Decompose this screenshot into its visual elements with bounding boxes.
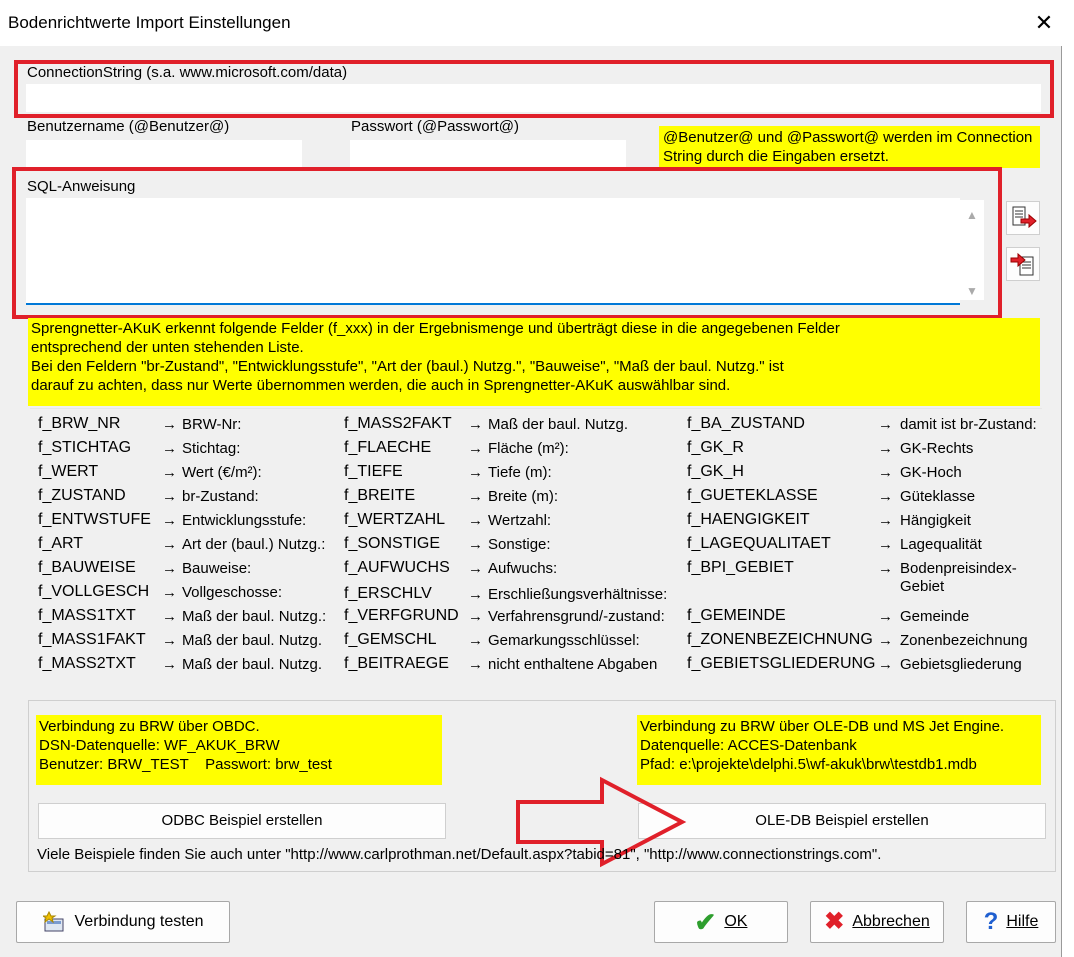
field-target: Gemeinde <box>900 608 970 625</box>
field-code: f_VERFGRUND <box>344 607 459 624</box>
field-target: Breite (m): <box>488 488 559 505</box>
arrow-right-icon: → <box>162 416 177 433</box>
oledb-example-button[interactable]: OLE-DB Beispiel erstellen <box>638 803 1046 839</box>
info-line: Sprengnetter-AKuK erkennt folgende Felder (f_xxx) in der Ergebnismenge und überträgt diese in die angegebenen Felder <box>31 320 840 337</box>
highlight-frame-sql <box>12 167 1002 319</box>
field-target: Aufwuchs: <box>488 560 558 577</box>
field-target: Vollgeschosse: <box>182 584 283 601</box>
field-info-box <box>28 318 1040 406</box>
odbc-info-line: Verbindung zu BRW über OBDC. <box>39 718 260 735</box>
field-target: Maß der baul. Nutzg. <box>488 416 629 433</box>
field-target: GK-Hoch <box>900 464 962 481</box>
field-target: GK-Rechts <box>900 440 974 457</box>
field-code: f_HAENGIGKEIT <box>687 511 810 528</box>
arrow-right-icon: → <box>468 440 483 457</box>
odbc-info-box <box>36 715 442 785</box>
field-code: f_ENTWSTUFE <box>38 511 151 528</box>
info-line: darauf zu achten, dass nur Werte übernommen werden, die auch in Sprengnetter-AKuK auswählbar sind. <box>31 377 731 394</box>
arrow-right-icon: → <box>878 560 893 577</box>
field-target: Sonstige: <box>488 536 551 553</box>
odbc-example-button[interactable]: ODBC Beispiel erstellen <box>38 803 446 839</box>
window-title: Bodenrichtwerte Import Einstellungen <box>8 13 291 32</box>
help-icon: ? <box>983 908 999 935</box>
arrow-right-icon: → <box>468 608 483 625</box>
field-code: f_ZUSTAND <box>38 487 126 504</box>
password-label: Passwort (@Passwort@) <box>351 118 519 135</box>
field-code: f_FLAECHE <box>344 439 432 456</box>
field-code: f_MASS1FAKT <box>38 631 146 648</box>
arrow-right-icon: → <box>468 512 483 529</box>
arrow-right-icon: → <box>468 536 483 553</box>
field-target: Fläche (m²): <box>488 440 569 457</box>
checkmark-icon: ✔ <box>694 907 717 937</box>
field-code: f_GK_R <box>687 439 744 456</box>
arrow-right-icon: → <box>468 416 483 433</box>
background-window-edge <box>1062 0 1074 957</box>
odbc-info-line: DSN-Datenquelle: WF_AKUK_BRW <box>39 737 280 754</box>
test-connection-label: Verbindung testen <box>74 913 204 930</box>
field-target: Güteklasse <box>900 488 976 505</box>
field-code: f_ZONENBEZEICHNUNG <box>687 631 873 648</box>
cancel-button[interactable] <box>810 901 944 943</box>
arrow-right-icon: → <box>162 440 177 457</box>
field-target: damit ist br-Zustand: <box>900 416 1037 433</box>
field-code: f_GEMSCHL <box>344 631 437 648</box>
field-code: f_GK_H <box>687 463 744 480</box>
info-line: Bei den Feldern "br-Zustand", "Entwicklungsstufe", "Art der (baul.) Nutzg.", "Bauweise", "Maß der baul. Nutzg." ist <box>31 358 784 375</box>
field-code: f_GEBIETSGLIEDERUNG <box>687 655 876 672</box>
arrow-right-icon: → <box>162 560 177 577</box>
field-code: f_BREITE <box>344 487 416 504</box>
arrow-right-icon: → <box>162 488 177 505</box>
field-code: f_MASS2TXT <box>38 655 136 672</box>
arrow-right-icon: → <box>162 632 177 649</box>
cross-icon: ✖ <box>824 908 845 935</box>
field-code: f_ART <box>38 535 84 552</box>
field-target: Verfahrensgrund/-zustand: <box>488 608 665 625</box>
replace-hint-text: @Benutzer@ und @Passwort@ werden im Connection String durch die Eingaben ersetzt. <box>663 129 1033 165</box>
username-input[interactable] <box>26 140 302 168</box>
highlight-frame-connection <box>14 60 1054 118</box>
field-code: f_BRW_NR <box>38 415 121 432</box>
field-target: Entwicklungsstufe: <box>182 512 307 529</box>
field-target: nicht enthaltene Abgaben <box>488 656 658 673</box>
field-code: f_AUFWUCHS <box>344 559 450 576</box>
arrow-right-icon: → <box>468 488 483 505</box>
replace-hint <box>659 126 1040 168</box>
help-label: Hilfe <box>1006 913 1039 930</box>
arrow-right-icon: → <box>162 656 177 673</box>
arrow-right-icon: → <box>468 464 483 481</box>
field-code: f_STICHTAG <box>38 439 132 456</box>
arrow-right-icon: → <box>162 584 177 601</box>
oledb-info-line: Datenquelle: ACCES-Datenbank <box>640 737 857 754</box>
password-input[interactable] <box>350 140 626 168</box>
field-target: Gemarkungsschlüssel: <box>488 632 640 649</box>
field-target: Tiefe (m): <box>488 464 552 481</box>
sql-label: SQL-Anweisung <box>27 178 136 195</box>
field-target: Wertzahl: <box>488 512 552 529</box>
arrow-right-icon: → <box>468 632 483 649</box>
arrow-right-icon: → <box>878 536 893 553</box>
field-target: Bodenpreisindex- <box>900 560 1017 577</box>
field-target: BRW-Nr: <box>182 416 242 433</box>
arrow-right-icon: → <box>878 632 893 649</box>
arrow-right-icon: → <box>162 608 177 625</box>
username-label: Benutzername (@Benutzer@) <box>27 118 230 135</box>
field-code: f_BAUWEISE <box>38 559 136 576</box>
field-target: Art der (baul.) Nutzg.: <box>182 536 326 553</box>
field-code: f_SONSTIGE <box>344 535 441 552</box>
field-code: f_TIEFE <box>344 463 403 480</box>
field-target: Wert (€/m²): <box>182 464 262 481</box>
title-bar <box>0 0 1062 46</box>
cancel-label: Abbrechen <box>852 913 930 930</box>
connection-string-label: ConnectionString (s.a. www.microsoft.com/data) <box>27 64 348 81</box>
field-code: f_ERSCHLV <box>344 585 432 602</box>
examples-hint-text: Viele Beispiele finden Sie auch unter "http://www.carlprothman.net/Default.aspx?tabid=81", "http://www.connectionstrings.com". <box>37 846 882 863</box>
arrow-right-icon: → <box>162 464 177 481</box>
arrow-right-icon: → <box>878 464 893 481</box>
ok-label: OK <box>724 913 748 930</box>
field-target: Bauweise: <box>182 560 252 577</box>
scroll-down-icon[interactable]: ▼ <box>966 284 978 298</box>
help-button[interactable] <box>966 901 1056 943</box>
field-target: Gebietsgliederung <box>900 656 1022 673</box>
field-target: Lagequalität <box>900 536 982 553</box>
test-connection-button[interactable] <box>16 901 230 943</box>
arrow-right-icon: → <box>162 536 177 553</box>
connection-test-icon <box>43 911 67 933</box>
arrow-right-icon: → <box>878 416 893 433</box>
arrow-right-icon: → <box>878 656 893 673</box>
arrow-right-icon: → <box>878 440 893 457</box>
field-code: f_BPI_GEBIET <box>687 559 794 576</box>
field-code: f_VOLLGESCH <box>38 583 150 600</box>
field-target: Maß der baul. Nutzg. <box>182 656 323 673</box>
field-target: Erschließungsverhältnisse: <box>488 586 668 603</box>
field-code: f_WERTZAHL <box>344 511 446 528</box>
field-code: f_BA_ZUSTAND <box>687 415 805 432</box>
arrow-right-icon: → <box>162 512 177 529</box>
arrow-right-icon: → <box>878 608 893 625</box>
field-target: Maß der baul. Nutzg. <box>182 632 323 649</box>
field-code: f_MASS2FAKT <box>344 415 452 432</box>
field-target: br-Zustand: <box>182 488 259 505</box>
odbc-info-line: Benutzer: BRW_TEST Passwort: brw_test <box>39 756 332 773</box>
field-target: Gebiet <box>900 578 945 595</box>
scroll-up-icon[interactable]: ▲ <box>966 208 978 222</box>
field-target: Stichtag: <box>182 440 241 457</box>
import-sql-button[interactable] <box>1006 247 1040 281</box>
close-icon[interactable]: ✕ <box>1034 10 1054 35</box>
field-code: f_LAGEQUALITAET <box>687 535 831 552</box>
field-code: f_GUETEKLASSE <box>687 487 818 504</box>
arrow-right-icon: → <box>468 586 483 603</box>
arrow-right-icon: → <box>468 656 483 673</box>
field-target: Zonenbezeichnung <box>900 632 1028 649</box>
import-file-icon <box>1007 248 1039 280</box>
ok-button[interactable] <box>654 901 788 943</box>
oledb-info-line: Pfad: e:\projekte\delphi.5\wf-akuk\brw\testdb1.mdb <box>640 756 977 773</box>
field-code: f_GEMEINDE <box>687 607 786 624</box>
arrow-right-icon: → <box>878 488 893 505</box>
export-sql-button[interactable] <box>1006 201 1040 235</box>
export-file-icon <box>1007 202 1039 234</box>
field-target: Hängigkeit <box>900 512 971 529</box>
info-line: entsprechend der unten stehenden Liste. <box>31 339 304 356</box>
oledb-info-line: Verbindung zu BRW über OLE-DB und MS Jet Engine. <box>640 718 1005 735</box>
field-code: f_WERT <box>38 463 99 480</box>
oledb-info-box <box>637 715 1041 785</box>
arrow-right-icon: → <box>878 512 893 529</box>
field-code: f_BEITRAEGE <box>344 655 449 672</box>
field-target: Maß der baul. Nutzg.: <box>182 608 327 625</box>
field-code: f_MASS1TXT <box>38 607 136 624</box>
arrow-right-icon: → <box>468 560 483 577</box>
